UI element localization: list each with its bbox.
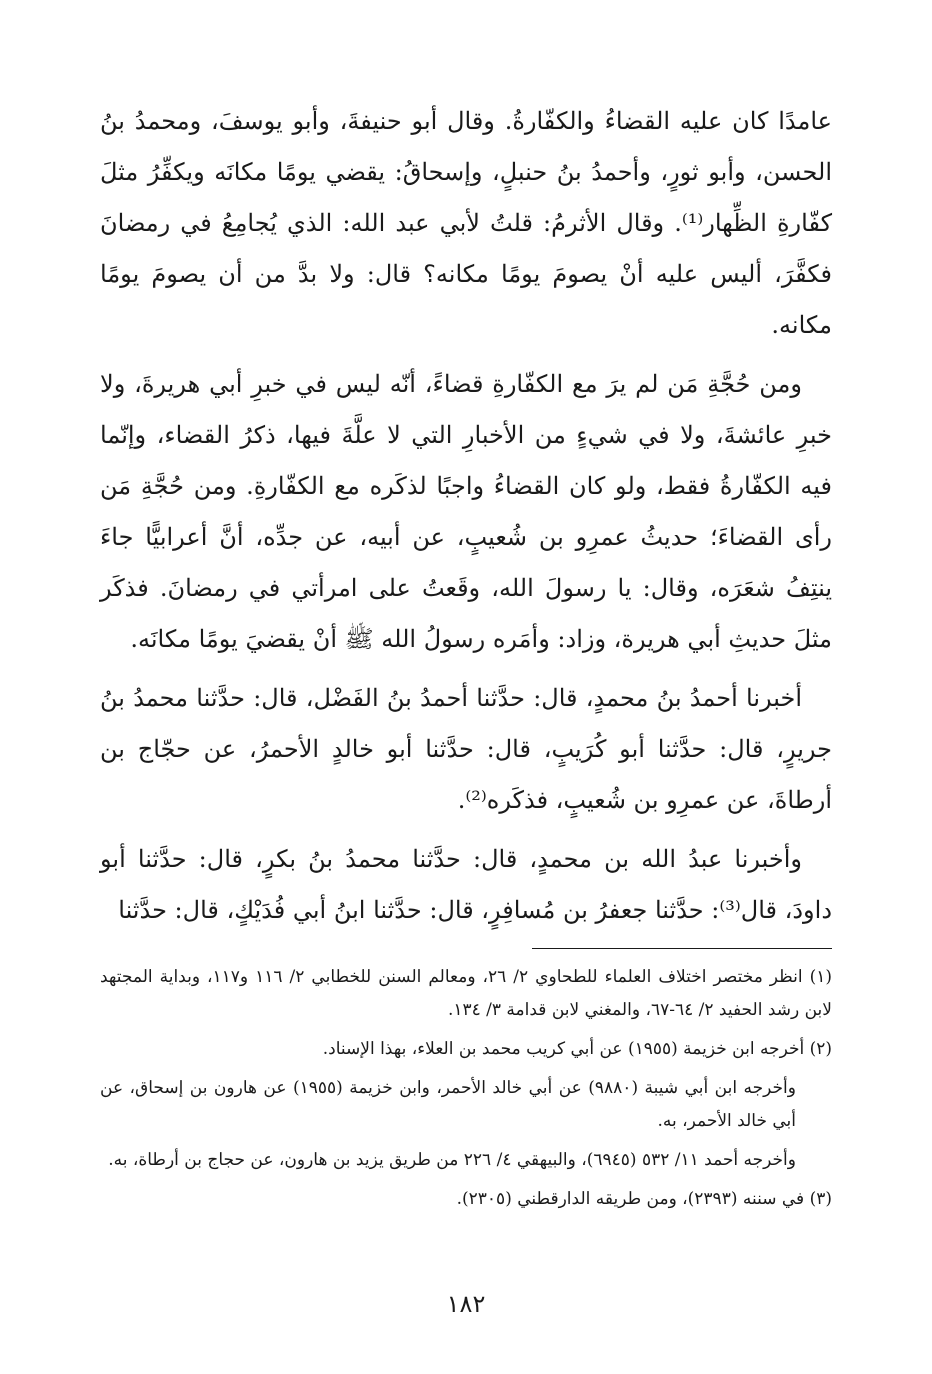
footnote-1: (١) انظر مختصر اختلاف العلماء للطحاوي ٢/ ٢٦، ومعالم السنن للخطابي ٢/ ١١٦ و١١٧، وبداية المجتهد لابن رشد الحفيد ٢/ ٦٤-٦٧، والمغني لابن قدامة ٣/ ١٣٤. bbox=[100, 967, 832, 1020]
paragraph-3: أخبرنا أحمدُ بنُ محمدٍ، قال: حدَّثنا أحمدُ بنُ الفَضْل، قال: حدَّثنا محمدُ بنُ جريرٍ، قال: حدَّثنا أبو كُرَيبٍ، قال: حدَّثنا أبو خالدٍ الأحمرُ، عن حجّاج بن أرطاةَ، عن عمرِو بن شُعيبٍ، فذكَره⁽²⁾. bbox=[100, 684, 832, 814]
main-text bbox=[100, 96, 832, 936]
book-page bbox=[100, 96, 832, 1222]
paragraph-1: عامدًا كان عليه القضاءُ والكفّارةُ. وقال أبو حنيفةَ، وأبو يوسفَ، ومحمدُ بنُ الحسن، وأبو ثورٍ، وأحمدُ بنُ حنبلٍ، وإسحاقُ: يقضي يومًا مكانَه ويكفِّرُ مثلَ كفّارةِ الظِّهار⁽¹⁾. وقال الأثرمُ: قلتُ لأبي عبد الله: الذي يُجامِعُ في رمضانَ فكفَّرَ، أليس عليه أنْ يصومَ يومًا مكانه؟ قال: ولا بدَّ من أن يصومَ يومًا مكانه. bbox=[100, 107, 833, 339]
footnote-2-continuation-b: وأخرجه أحمد ١١/ ٥٣٢ (٦٩٤٥)، والبيهقي ٤/ ٢٢٦ من طريق يزيد بن هارون، عن حجاج بن أرطاة، به. bbox=[108, 1150, 796, 1170]
footnotes bbox=[100, 961, 832, 1216]
footnote-2: (٢) أخرجه ابن خزيمة (١٩٥٥) عن أبي كريب محمد بن العلاء، بهذا الإسناد. bbox=[322, 1039, 832, 1059]
footnote-2-continuation-a: وأخرجه ابن أبي شيبة (٩٨٨٠) عن أبي خالد الأحمر، وابن خزيمة (١٩٥٥) عن هارون بن إسحاق، عن أبي خالد الأحمر، به. bbox=[100, 1078, 796, 1131]
paragraph-4: وأخبرنا عبدُ الله بن محمدٍ، قال: حدَّثنا محمدُ بنُ بكرٍ، قال: حدَّثنا أبو داودَ، قال⁽³⁾: حدَّثنا جعفرُ بن مُسافِرٍ، قال: حدَّثنا ابنُ أبي فُدَيْكٍ، قال: حدَّثنا bbox=[100, 845, 832, 924]
footnote-3: (٣) في سننه (٢٣٩٣)، ومن طريقه الدارقطني (٢٣٠٥). bbox=[456, 1189, 832, 1209]
paragraph-2: ومن حُجَّةِ مَن لم يرَ مع الكفّارةِ قضاءً، أنّه ليس في خبرِ أبي هريرةَ، ولا خبرِ عائشةَ، ولا في شيءٍ من الأخبارِ التي لا علَّةَ فيها، ذكرُ القضاء، وإنّما فيه الكفّارةُ فقط، ولو كان القضاءُ واجبًا لذكَره مع الكفّارةِ. ومن حُجَّةِ مَن رأى القضاءَ؛ حديثُ عمرِو بن شُعيبٍ، عن أبيه، عن جدِّه، أنَّ أعرابيًّا جاءَ ينتِفُ شعَرَه، وقال: يا رسولَ الله، وقَعتُ على امرأتي في رمضانَ. فذكَر مثلَ حديثِ أبي هريرة، وزاد: وأمَره رسولُ الله ﷺ أنْ يقضيَ يومًا مكانَه. bbox=[100, 370, 832, 653]
page-number: ١٨٢ bbox=[446, 1290, 486, 1318]
footnote-separator bbox=[532, 948, 832, 949]
